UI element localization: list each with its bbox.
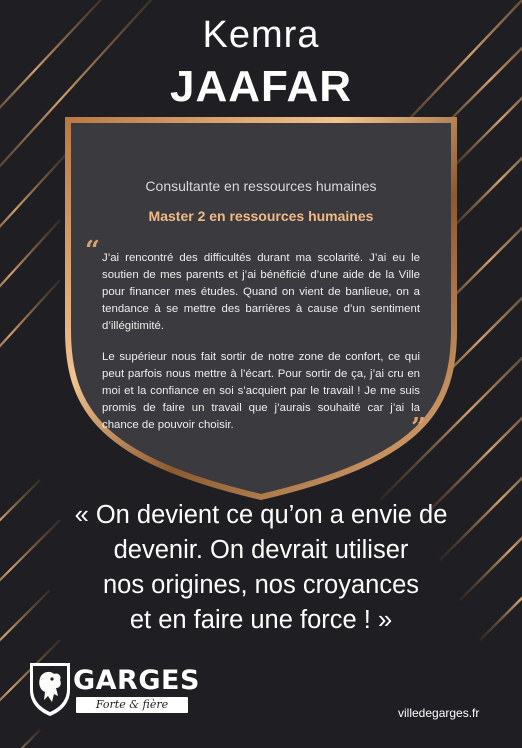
headline-quote-line-2: devenir. On devrait utiliser: [113, 536, 409, 564]
last-name: JAAFAR: [169, 62, 353, 111]
job-title: Consultante en ressources humaines: [145, 178, 377, 194]
first-name: Kemra: [202, 14, 320, 56]
website-link[interactable]: villedegarges.fr: [398, 706, 480, 720]
headline-quote-line-1: « On devient ce qu’on a envie de: [74, 501, 448, 529]
logo-wordmark: GARGES: [73, 665, 200, 696]
headline-quote-line-3: nos origines, nos croyances: [102, 571, 420, 599]
degree: Master 2 en ressources humaines: [148, 208, 374, 224]
closing-quote-mark: ”: [411, 413, 426, 443]
headline-quote-line-4: et en faire une force ! »: [129, 606, 393, 634]
opening-quote-mark: “: [85, 236, 100, 266]
headline-quote: [0, 498, 522, 638]
logo-motto: Forte & fière: [95, 698, 169, 711]
testimony-paragraph-2: Le supérieur nous fait sortir de notre zone de confort, ce qui peut parfois nous mettre à l’écart. Pour sortir de ça, j’ai cru en moi et la confiance en soi s’acquiert par le travail ! Je me suis promis de faire un travail que j’aurais souhaité car j’ai la chance de pouvoir choisir.: [102, 351, 420, 431]
testimony-paragraph-1: J’ai rencontré des difficultés durant ma scolarité. J’ai eu le soutien de mes parents et j’ai bénéficié d’une aide de la Ville pour financer mes études. Quand on vient de banlieue, on a tendance à se mettre des barrières à cause d’un sentiment d’illégitimité.: [102, 252, 420, 332]
